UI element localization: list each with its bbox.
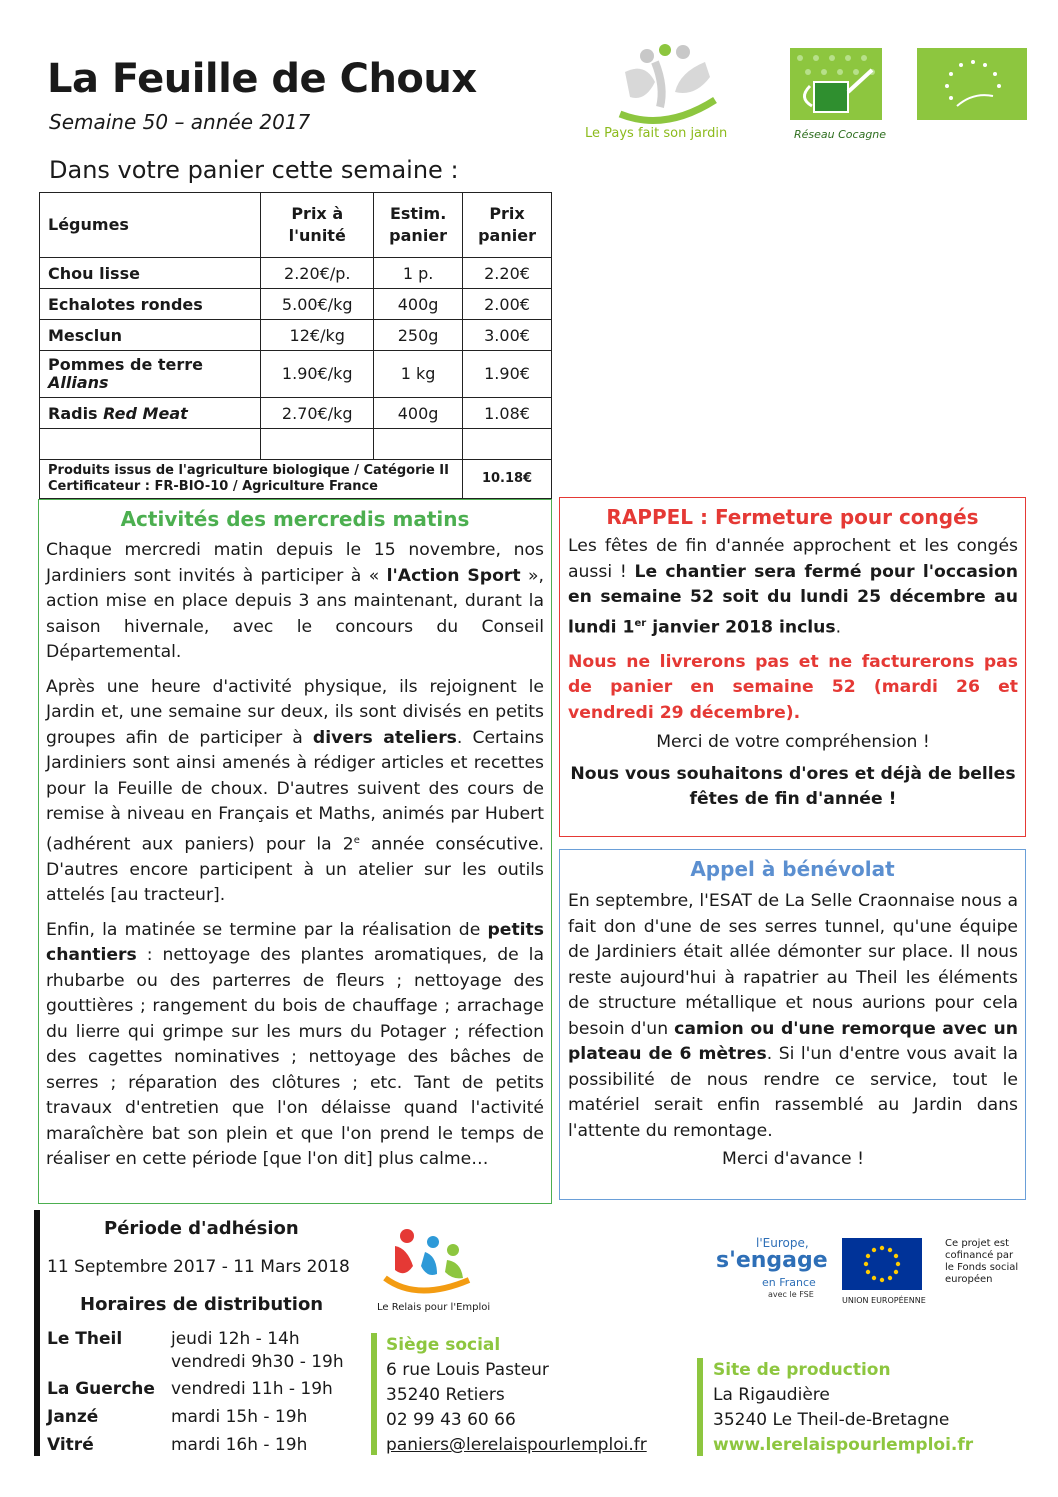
rappel-thanks: Merci de votre compréhension ! [656, 732, 930, 753]
horaire-place: Vitré [47, 1435, 94, 1455]
rappel-paragraph-1: Les fêtes de fin d'année approchent et les congés aussi ! Le chantier sera fermé pour l'occasion en semaine 52 soit du lundi 25 décembre au lundi 1er janvier 2018 inclus. [568, 536, 1018, 638]
europe-sengage-logo [702, 1236, 828, 1306]
prod-block [713, 1358, 973, 1458]
horaire-place: Janzé [47, 1407, 99, 1427]
eu-stars-icon [842, 1238, 922, 1290]
activites-title: Activités des mercredis matins [120, 507, 470, 531]
row-price: 2.00€ [463, 289, 552, 320]
table-row [40, 289, 552, 320]
row-name-variety: Red Meat [103, 403, 188, 423]
row-name-variety: Allians [48, 373, 109, 392]
table-row-empty [40, 429, 552, 460]
header-basket-price: Prix panier [463, 193, 552, 258]
horaire-row [47, 1435, 307, 1455]
relais-logo-label: Le Relais pour l'Emploi [377, 1302, 491, 1313]
pays-logo-icon [585, 42, 755, 126]
row-name-cell [40, 398, 261, 429]
relais-people-icon [377, 1226, 477, 1300]
prod-bar [697, 1358, 703, 1456]
activites-box [38, 499, 552, 1204]
horaire-time: vendredi 11h - 19h [171, 1379, 333, 1399]
periode-dates: 11 Septembre 2017 - 11 Mars 2018 [47, 1257, 350, 1277]
footer-left-bar [34, 1210, 40, 1456]
cocagne-logo-label: Réseau Cocagne [794, 128, 887, 141]
prod-city: 35240 Le Theil-de-Bretagne [713, 1410, 950, 1430]
certification-line-2: Certificateur : FR-BIO-10 / Agriculture France [48, 479, 378, 494]
eu-flag [842, 1238, 922, 1290]
table-row [40, 351, 552, 398]
horaire-place: Le Theil [47, 1329, 123, 1349]
row-name: Mesclun [40, 320, 261, 351]
relais-logo [377, 1226, 491, 1316]
benevolat-thanks: Merci d'avance ! [722, 1149, 864, 1169]
row-name: Chou lisse [40, 258, 261, 289]
row-unit: 5.00€/kg [261, 289, 374, 320]
pays-fait-son-jardin-logo [585, 42, 755, 146]
benevolat-title: Appel à bénévolat [690, 857, 895, 881]
europe-label-2: s'engage [716, 1248, 828, 1273]
page-title: La Feuille de Choux [47, 56, 477, 102]
row-name: Radis [48, 403, 104, 423]
horaires-title: Horaires de distribution [80, 1294, 324, 1315]
row-name: Echalotes rondes [40, 289, 261, 320]
fse-notice: Ce projet est cofinancé par le Fonds social européen [945, 1238, 1019, 1285]
basket-total: 10.18€ [463, 460, 552, 499]
prod-title: Site de production [713, 1360, 891, 1380]
siege-block [386, 1333, 647, 1458]
siege-title: Siège social [386, 1335, 501, 1355]
horaire-row [47, 1352, 344, 1372]
reseau-cocagne-logo [790, 48, 887, 146]
siege-phone: 02 99 43 60 66 [386, 1410, 516, 1430]
row-estim: 250g [374, 320, 463, 351]
row-unit: 12€/kg [261, 320, 374, 351]
horaire-place: La Guerche [47, 1379, 155, 1399]
union-europeenne-logo [842, 1238, 926, 1306]
pays-logo-label: Le Pays fait son jardin [585, 126, 728, 141]
watering-can-icon [790, 48, 882, 120]
benevolat-paragraph-1: En septembre, l'ESAT de La Selle Craonnaise nous a fait don d'une de ses serres tunnel, qu'une équipe de Jardiniers était allée démonter sur place. Il nous reste aujourd'hui à rapatrier au Theil les éléments de structure métallique et nous aurions pour cela besoin d'un camion ou d'une remorque avec un plateau de 6 mètres. Si l'un d'entre vous avait la possibilité de nous rendre ce service, tout le matériel serait enfin rassemblé au Jardin dans l'attente du remontage. [568, 891, 1018, 1141]
siege-address: 6 rue Louis Pasteur [386, 1360, 549, 1380]
periode-title: Période d'adhésion [104, 1218, 299, 1239]
europe-label-3: en France [762, 1276, 816, 1289]
europe-label-4: avec le FSE [768, 1290, 814, 1299]
table-row [40, 258, 552, 289]
row-price: 3.00€ [463, 320, 552, 351]
ue-label: UNION EUROPÉENNE [842, 1296, 926, 1305]
siege-bar [371, 1333, 377, 1455]
basket-heading: Dans votre panier cette semaine : [49, 156, 459, 184]
table-row [40, 398, 552, 429]
activites-paragraph-1: Chaque mercredi matin depuis le 15 novembre, nos Jardiniers sont invités à participer à « l'Action Sport », action mise en place depuis 3 ans maintenant, durant la saison hivernale, avec le concours du Conseil Départemental. [46, 540, 544, 662]
table-footer-row [40, 460, 552, 499]
vegetable-table [39, 192, 552, 499]
horaire-time: vendredi 9h30 - 19h [171, 1352, 344, 1372]
rappel-box [559, 497, 1026, 837]
row-unit: 2.70€/kg [261, 398, 374, 429]
certification-line-1: Produits issus de l'agriculture biologique / Catégorie II [48, 463, 449, 478]
website-link[interactable]: www.lerelaispourlemploi.fr [713, 1435, 974, 1455]
certification-cell [40, 460, 463, 499]
siege-email-link[interactable]: paniers@lerelaispourlemploi.fr [386, 1435, 647, 1455]
row-price: 1.08€ [463, 398, 552, 429]
eu-organic-logo [917, 48, 1027, 120]
horaire-time: jeudi 12h - 14h [171, 1329, 300, 1349]
horaire-row [47, 1379, 333, 1399]
row-name-cell [40, 351, 261, 398]
eu-leaf-icon [917, 48, 1027, 120]
table-row [40, 320, 552, 351]
row-unit: 2.20€/p. [261, 258, 374, 289]
row-estim: 400g [374, 398, 463, 429]
horaire-time: mardi 16h - 19h [171, 1435, 308, 1455]
row-price: 1.90€ [463, 351, 552, 398]
rappel-title: RAPPEL : Fermeture pour congés [606, 505, 979, 529]
row-unit: 1.90€/kg [261, 351, 374, 398]
header-legumes: Légumes [40, 193, 261, 258]
benevolat-box [559, 849, 1026, 1200]
rappel-wishes: Nous vous souhaitons d'ores et déjà de belles fêtes de fin d'année ! [570, 763, 1016, 810]
horaire-row [47, 1407, 307, 1427]
row-estim: 1 p. [374, 258, 463, 289]
table-header-row [40, 193, 552, 258]
header-estim: Estim. panier [374, 193, 463, 258]
activites-paragraph-2: Après une heure d'activité physique, ils rejoignent le Jardin et, une semaine sur deux, ils sont divisés en petits groupes afin de participer à divers ateliers. Certains Jardiniers sont ainsi amenés à rédiger articles et recettes pour la Feuille de choux. D'autres suivent des cours de remise à niveau en Français et Maths, animés par Hubert (adhérent aux paniers) pour la 2e année consécutive. D'autres encore participent à un atelier sur les outils attelés [au tracteur]. [46, 676, 544, 906]
page-subtitle: Semaine 50 – année 2017 [49, 110, 311, 134]
row-name: Pommes de terre [48, 355, 204, 374]
activites-paragraph-3: Enfin, la matinée se termine par la réalisation de petits chantiers : nettoyage des plantes aromatiques, de la rhubarbe ou des parterres de fleurs ; nettoyage des gouttières ; rangement du bois de chauffage ; arrachage du lierre qui grimpe sur les murs du Potager ; réfection des cagettes nominatives ; nettoyage des bâches de serres ; réparation des clôtures ; etc. Tant de petits travaux d'entretien que l'on délaisse quand l'activité maraîchère bat son plein et que l'on prend le temps de réaliser en cette période [que l'on dit] plus calme… [46, 919, 544, 1170]
europe-label-1: l'Europe, [756, 1236, 809, 1250]
row-estim: 1 kg [374, 351, 463, 398]
header-unit-price: Prix à l'unité [261, 193, 374, 258]
siege-city: 35240 Retiers [386, 1385, 505, 1405]
row-price: 2.20€ [463, 258, 552, 289]
horaire-row [47, 1329, 300, 1349]
prod-place: La Rigaudière [713, 1385, 830, 1405]
horaire-time: mardi 15h - 19h [171, 1407, 308, 1427]
rappel-paragraph-2: Nous ne livrerons pas et ne facturerons pas de panier en semaine 52 (mardi 26 et vendredi 29 décembre). [568, 651, 1018, 723]
row-estim: 400g [374, 289, 463, 320]
